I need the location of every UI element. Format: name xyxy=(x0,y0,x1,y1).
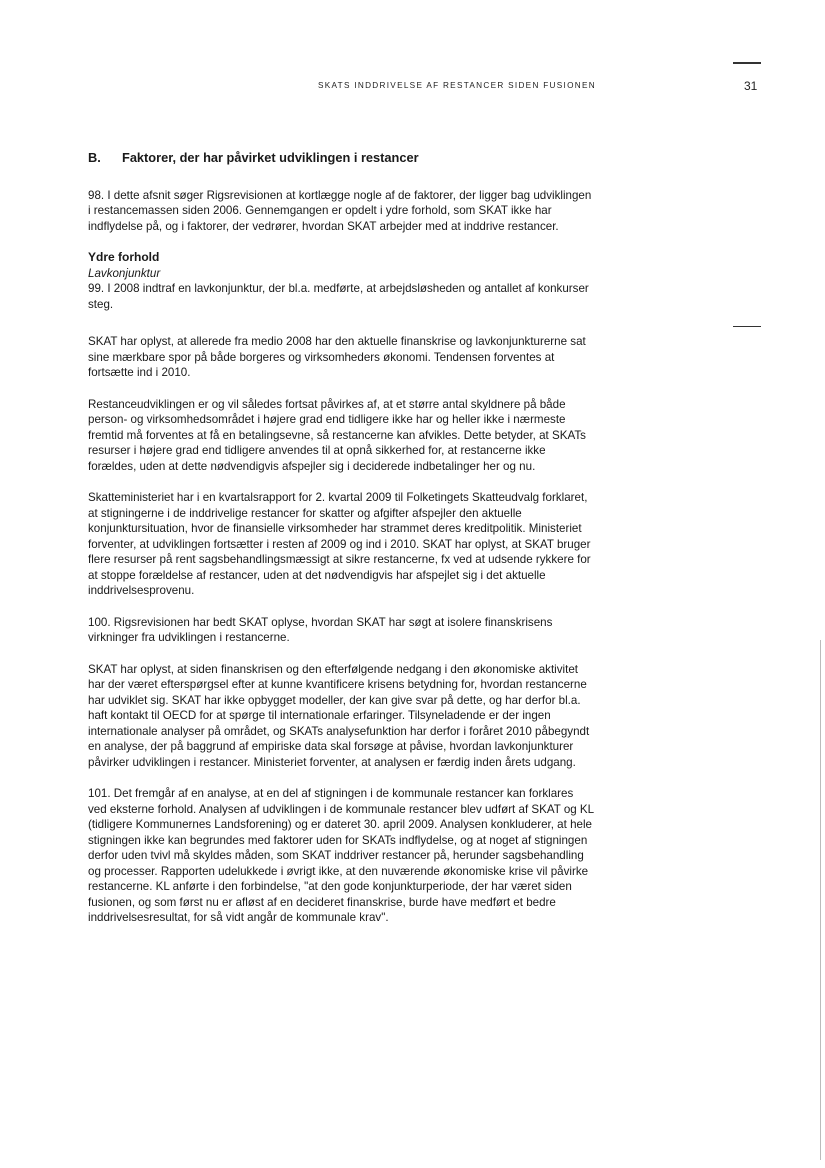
paragraph-99: 99. I 2008 indtraf en lavkonjunktur, der bl.a. medførte, at arbejdsløsheden og antallet af konkurser steg. xyxy=(88,282,589,311)
section-letter: B. xyxy=(88,150,101,165)
paragraph-98: 98. I dette afsnit søger Rigsrevisionen at kortlægge nogle af de faktorer, der ligger bag udviklingen i restancemassen siden 2006. Gennemgangen er opdelt i ydre forhold, som SKAT ikke har indflydelse på, og i faktorer, der vedrører, hvordan SKAT arbejder med at inddrive restancer. xyxy=(88,188,592,233)
scan-edge-line xyxy=(820,640,821,1160)
margin-rule-middle xyxy=(733,326,761,327)
paragraph-100-b: SKAT har oplyst, at siden finanskrisen og den efterfølgende nedgang i den økonomiske aktivitet har der været efterspørgsel efter at kunne kvantificere krisens betydning for, hvordan restancerne har udviklet sig. SKAT har ikke opbygget modeller, der kan give svar på dette, og har derfor bl.a. haft kontakt til OECD for at spørge til internationale erfaringer. Tilsyneladende er der ingen internationale analyser på området, og SKATs analysefunktion har derfor i foråret 2010 påbegyndt en analyse, der på baggrund af empiriske data skal forsøge at påvise, hvordan lavkonjunkturer påvirker udviklingen i restancer. Ministeriet forventer, at analysen er færdig inden årets udgang. xyxy=(88,662,590,769)
page-number: 31 xyxy=(744,79,758,93)
paragraph-100: 100. Rigsrevisionen har bedt SKAT oplyse, hvordan SKAT har søgt at isolere finanskrisens virkninger fra udviklingen i restancerne. xyxy=(88,615,553,644)
section-heading xyxy=(88,150,594,166)
section-title: Faktorer, der har påvirket udviklingen i restancer xyxy=(122,150,419,165)
margin-rule-top xyxy=(733,62,761,64)
paragraph-101: 101. Det fremgår af en analyse, at en del af stigningen i de kommunale restancer kan forklares ved eksterne forhold. Analysen af udviklingen i de kommunale restancer blev udført af SKAT og KL (tidligere Kommunernes Landsforening) og er dateret 30. april 2009. Analysen konkluderer, at hele stigningen ikke kan begrundes med faktorer uden for SKATs indflydelse, og at noget af stigningen derfor uden tvivl må skyldes måden, som SKAT inddriver restancer på, herunder sagsbehandling og processer. Rapporten udelukkede i øvrigt ikke, at den nuværende økonomiske krise vil påvirke restancerne. KL anførte i den forbindelse, "at den gode konjunkturperiode, der har været siden fusionen, og som først nu er afløst af en decideret finanskrise, burde have medført et bedre inddrivelsesresultat, for så vidt angår de kommunale krav". xyxy=(88,787,594,924)
paragraph-99-d: Skatteministeriet har i en kvartalsrapport for 2. kvartal 2009 til Folketingets Skatteudvalg forklaret, at stigningerne i de inddrivelige restancer for skatter og afgifter afspejler den aktuelle konjunktursituation, hvor de finansielle virksomheder har strammet deres kreditpolitik. Ministeriet forventer, at udviklingen fortsætter i resten af 2009 og ind i 2010. SKAT har oplyst, at SKAT bruger flere resurser på rent sagsbehandlingsmæssigt at sikre restancerne, fx ved at udsende rykkere for at stoppe forældelse af restancer, uden at det nødvendigvis har afspejlet sig i det aktuelle inddrivelsesprovenu. xyxy=(88,491,591,597)
subsection-title: Ydre forhold xyxy=(88,250,160,264)
paragraph-99-c: Restanceudviklingen er og vil således fortsat påvirkes af, at et større antal skyldnere på både person- og virksomhedsområdet i højere grad end tidligere ikke har og heller ikke i nærmeste fremtid må forventes at få en betalingsevne, så restancerne kan afvikles. Dette betyder, at SKATs resurser i højere grad end tidligere anvendes til at opnå sikkerhed for, at restancerne ikke forældes, uden at dette nødvendigvis afspejler sig i deciderede indbetalinger her og nu. xyxy=(88,397,586,473)
subsection-subtitle: Lavkonjunktur xyxy=(88,266,161,280)
running-header: SKATS INDDRIVELSE AF RESTANCER SIDEN FUSIONEN xyxy=(318,81,596,90)
body-content xyxy=(88,150,594,942)
paragraph-99-b: SKAT har oplyst, at allerede fra medio 2008 har den aktuelle finanskrise og lavkonjunkturerne sat sine mærkbare spor på både borgeres og virksomheders økonomi. Tendensen forventes at fortsætte ind i 2010. xyxy=(88,335,586,379)
